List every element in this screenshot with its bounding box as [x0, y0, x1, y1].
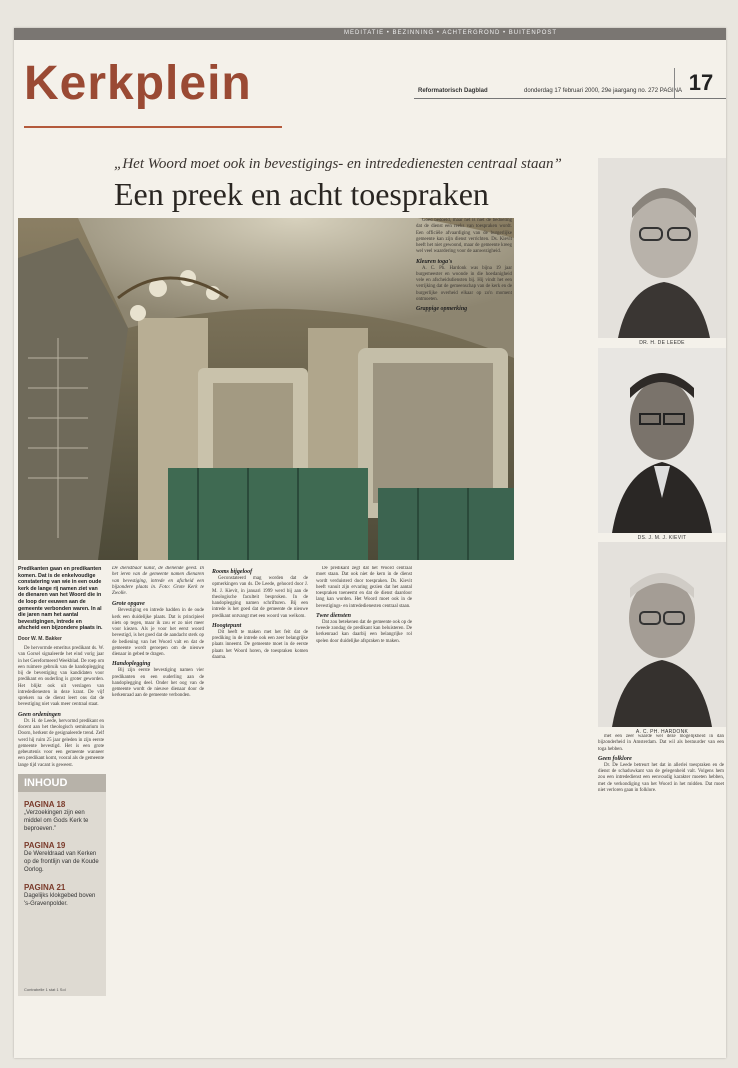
paragraph: Geconstateerd mag worden dat de opmerkingen van ds. De Leede, gehoord door J. M. J. Kievit, in januari 1999 werd bij aan de theologische faculteit besproken. In de handoplegging namen schrifturen. Bij een intrede is het goed dat de gemeente de nieuwe predikant ontvangt met een woord van welkom. [212, 576, 308, 619]
paragraph: Dat zou betekenen dat de gemeente ook op de tweede zondag de predikant kan beluisteren. De kerkenraad kan daarbij een belangrijke rol spelen door duidelijke afspraken te maken. [316, 619, 412, 644]
portrait-caption: DS. J. M. J. KIEVIT [637, 535, 687, 541]
contents-title: INHOUD [18, 774, 106, 792]
subhead: Hoogtepunt [212, 622, 242, 629]
contents-footer: Contrabelle 1 stat 1 Sol [24, 987, 66, 992]
section-line: MEDITATIE • BEZINNING • ACHTERGROND • BUITENPOST [344, 30, 558, 36]
paragraph: A. C. Ph. Hardonk was bijna 19 jaar burgemeester en woonde in die hoedanigheid vele en afscheidsdiensten bij. Hij vindt het een verrijking dat de gemeenschap van de kerk en de burgerlijke overheid elkaar op zo'n moment ontmoeten. [416, 265, 512, 302]
portrait-caption: DR. H. DE LEEDE [639, 340, 685, 346]
paragraph: Goed bedoeld, maar het is niet de bedoeling dat de dienst een reeks van toespraken wordt. Een officiële afvaardiging van de burgerlijke gemeente kan zijn dienst verrichten. Ds. Kievit heeft het niet gewoond, maar de gemeente kreeg wel veel waardering voor de aanwezigheid. [416, 218, 512, 255]
paragraph: Bij zijn eerste bevestiging namen vier predikanten en een ouderling aan de handoplegging deel. Onder het oog van de gemeente wordt de nieuwe dienaar door de kerkenraad aan de gemeente verbonden. [112, 668, 204, 699]
contents-desc: De Wereldraad van Kerken op de frontlijn van de Koude Oorlog. [24, 851, 99, 873]
article-column-6 [598, 734, 724, 1002]
subhead: Grappige opmerking [416, 306, 468, 313]
subhead: Rooms bijgeloof [212, 569, 253, 575]
contents-desc: Dagelijks klokgebed boven 's-Gravenpolder. [24, 892, 96, 907]
portrait-caption: A. C. PH. HARDONK [635, 729, 689, 735]
newspaper-page [14, 28, 726, 1058]
subhead: Geen ordeningen [18, 711, 61, 718]
section-title: Kerkplein [24, 57, 252, 110]
contents-desc: „Verzoekingen zijn een middel om Gods Kerk te beproeven.” [24, 810, 89, 832]
subhead: Twee diensten [316, 612, 351, 619]
article-kicker: „Het Woord moet ook in bevestigings- en intrededienesten centraal staan” [114, 156, 562, 172]
article-byline: Door W. M. Bakker [18, 636, 62, 643]
article-column-5 [416, 218, 512, 1002]
portrait-kievit [598, 348, 726, 541]
article-column-3 [212, 566, 308, 1002]
paragraph: De hervormde emeritus predikant ds. W. van Gorsel signaleerde het eind vorig jaar in het Gereformeerd Weekblad. De roep om een ruimere gebruik van de handoplegging bij de bevestiging van kandidaten voor predikant en ouderling is groter geworden. Het blijkt ook uit verslagen van intrededienesten in deze krant. De vijf sprekers na de dienst leert ons dat de bevestiging niet vaak meer centraal staat. [18, 646, 104, 708]
contents-page: PAGINA 21 [24, 882, 66, 892]
paragraph: met een zeer waarde wel deze mogelijkheid in dan bijzonderheid in Amsterdam. Dat wil als bestuurder van een toga hebben. [598, 734, 724, 752]
article-lead: Predikanten gaan en predikanten komen. Dat is de enkelvoudige constatering van wie in een oude kerk de lange rij namen ziet van de dienaren van het Woord die in de loop der eeuwen aan de gemeente verbonden waren. In al die jaren nam het aantal bevestigingen, intrede en afscheid een bijzondere plaats in. [18, 566, 103, 632]
subhead: Grote opgave [112, 601, 145, 608]
subhead: Kleuren toga's [416, 258, 453, 265]
paragraph: De predikant zegt dat het Woord centraal moet staan. Dat ook niet de kern in de dienst wordt verduisterd door toespraken. Ds. Kievit heeft vanuit zijn ervaring gezien dat het aantal toespraken toeneemt en dat de dienst daardoor lang kan worden. Het Woord moet ook in de bevestigings- en intrededienesten centraal staan. [316, 566, 412, 609]
article-headline: Een preek en acht toespraken [114, 176, 489, 212]
subhead: Handoplegging [112, 661, 151, 668]
header-rule [414, 98, 726, 99]
paragraph: Dit heeft te maken met het feit dat de prediking in de intrede ook een zeer belangrijke plaats inneemt. De gemeente moet in de eerste plaats het Woord horen, de toespraken komen daarna. [212, 629, 308, 660]
paragraph: Bevestiging en intrede hadden in de oude kerk een duidelijke plaats. Dat is principieel niets op tegen, maar ik zou er zo niet meer voor kiezen. Als je voor het eerst woord bevestigd, is het goed dat de aandacht sterk op de bediening van het Woord valt en dat de gemeente wordt geroepen om de nieuwe dienaar in gebed te dragen. [112, 608, 204, 658]
article-column-4 [316, 566, 412, 1002]
paragraph: Dr. De Leede betreurt het dat in allerlei toespraken en de dienst de schaduwkant van de gelegenheid valt. Volgens hem zou een intrededienst een eenvoudig karakter moeten hebben, met de verkondiging van het Woord in het midden. Dat moet niet verloren gaan in folklore. [598, 762, 724, 793]
title-rule [24, 126, 282, 128]
portrait-hardonk [598, 542, 726, 735]
contents-page: PAGINA 19 [24, 841, 66, 851]
paper-name: Reformatorisch Dagblad [418, 88, 488, 94]
page-number: 17 [674, 68, 726, 98]
contents-box [18, 774, 106, 996]
portrait-de-leede [598, 158, 726, 346]
article-column-1 [18, 566, 104, 770]
contents-page: PAGINA 18 [24, 800, 66, 809]
subhead: Geen folklore [598, 755, 632, 762]
paragraph: Dr. H. de Leede, hervormd predikant en docent aan het theologisch seminarium in Doorn, herkent de gesignaleerde trend. Zelf werd hij ruim 25 jaar geleden in zijn eerste gemeente bevestigd. Het is een grote gebeurtenis voor een gemeente wanneer een predikant komt, vooral als de gemeente lange tijd vacant is geweest. [18, 718, 104, 768]
photo-caption: De dienstbaar kunst, de dienende geest. In het ieren van de gemeente namen dienaren van bevestiging, intrede en afscheid een bijzondere plaats in. Foto: Grote Kerk te Zwolle. [112, 566, 204, 596]
article-column-2 [112, 566, 204, 1002]
dateline: donderdag 17 februari 2000, 29e jaargang no. 272 PAGINA [524, 88, 683, 94]
